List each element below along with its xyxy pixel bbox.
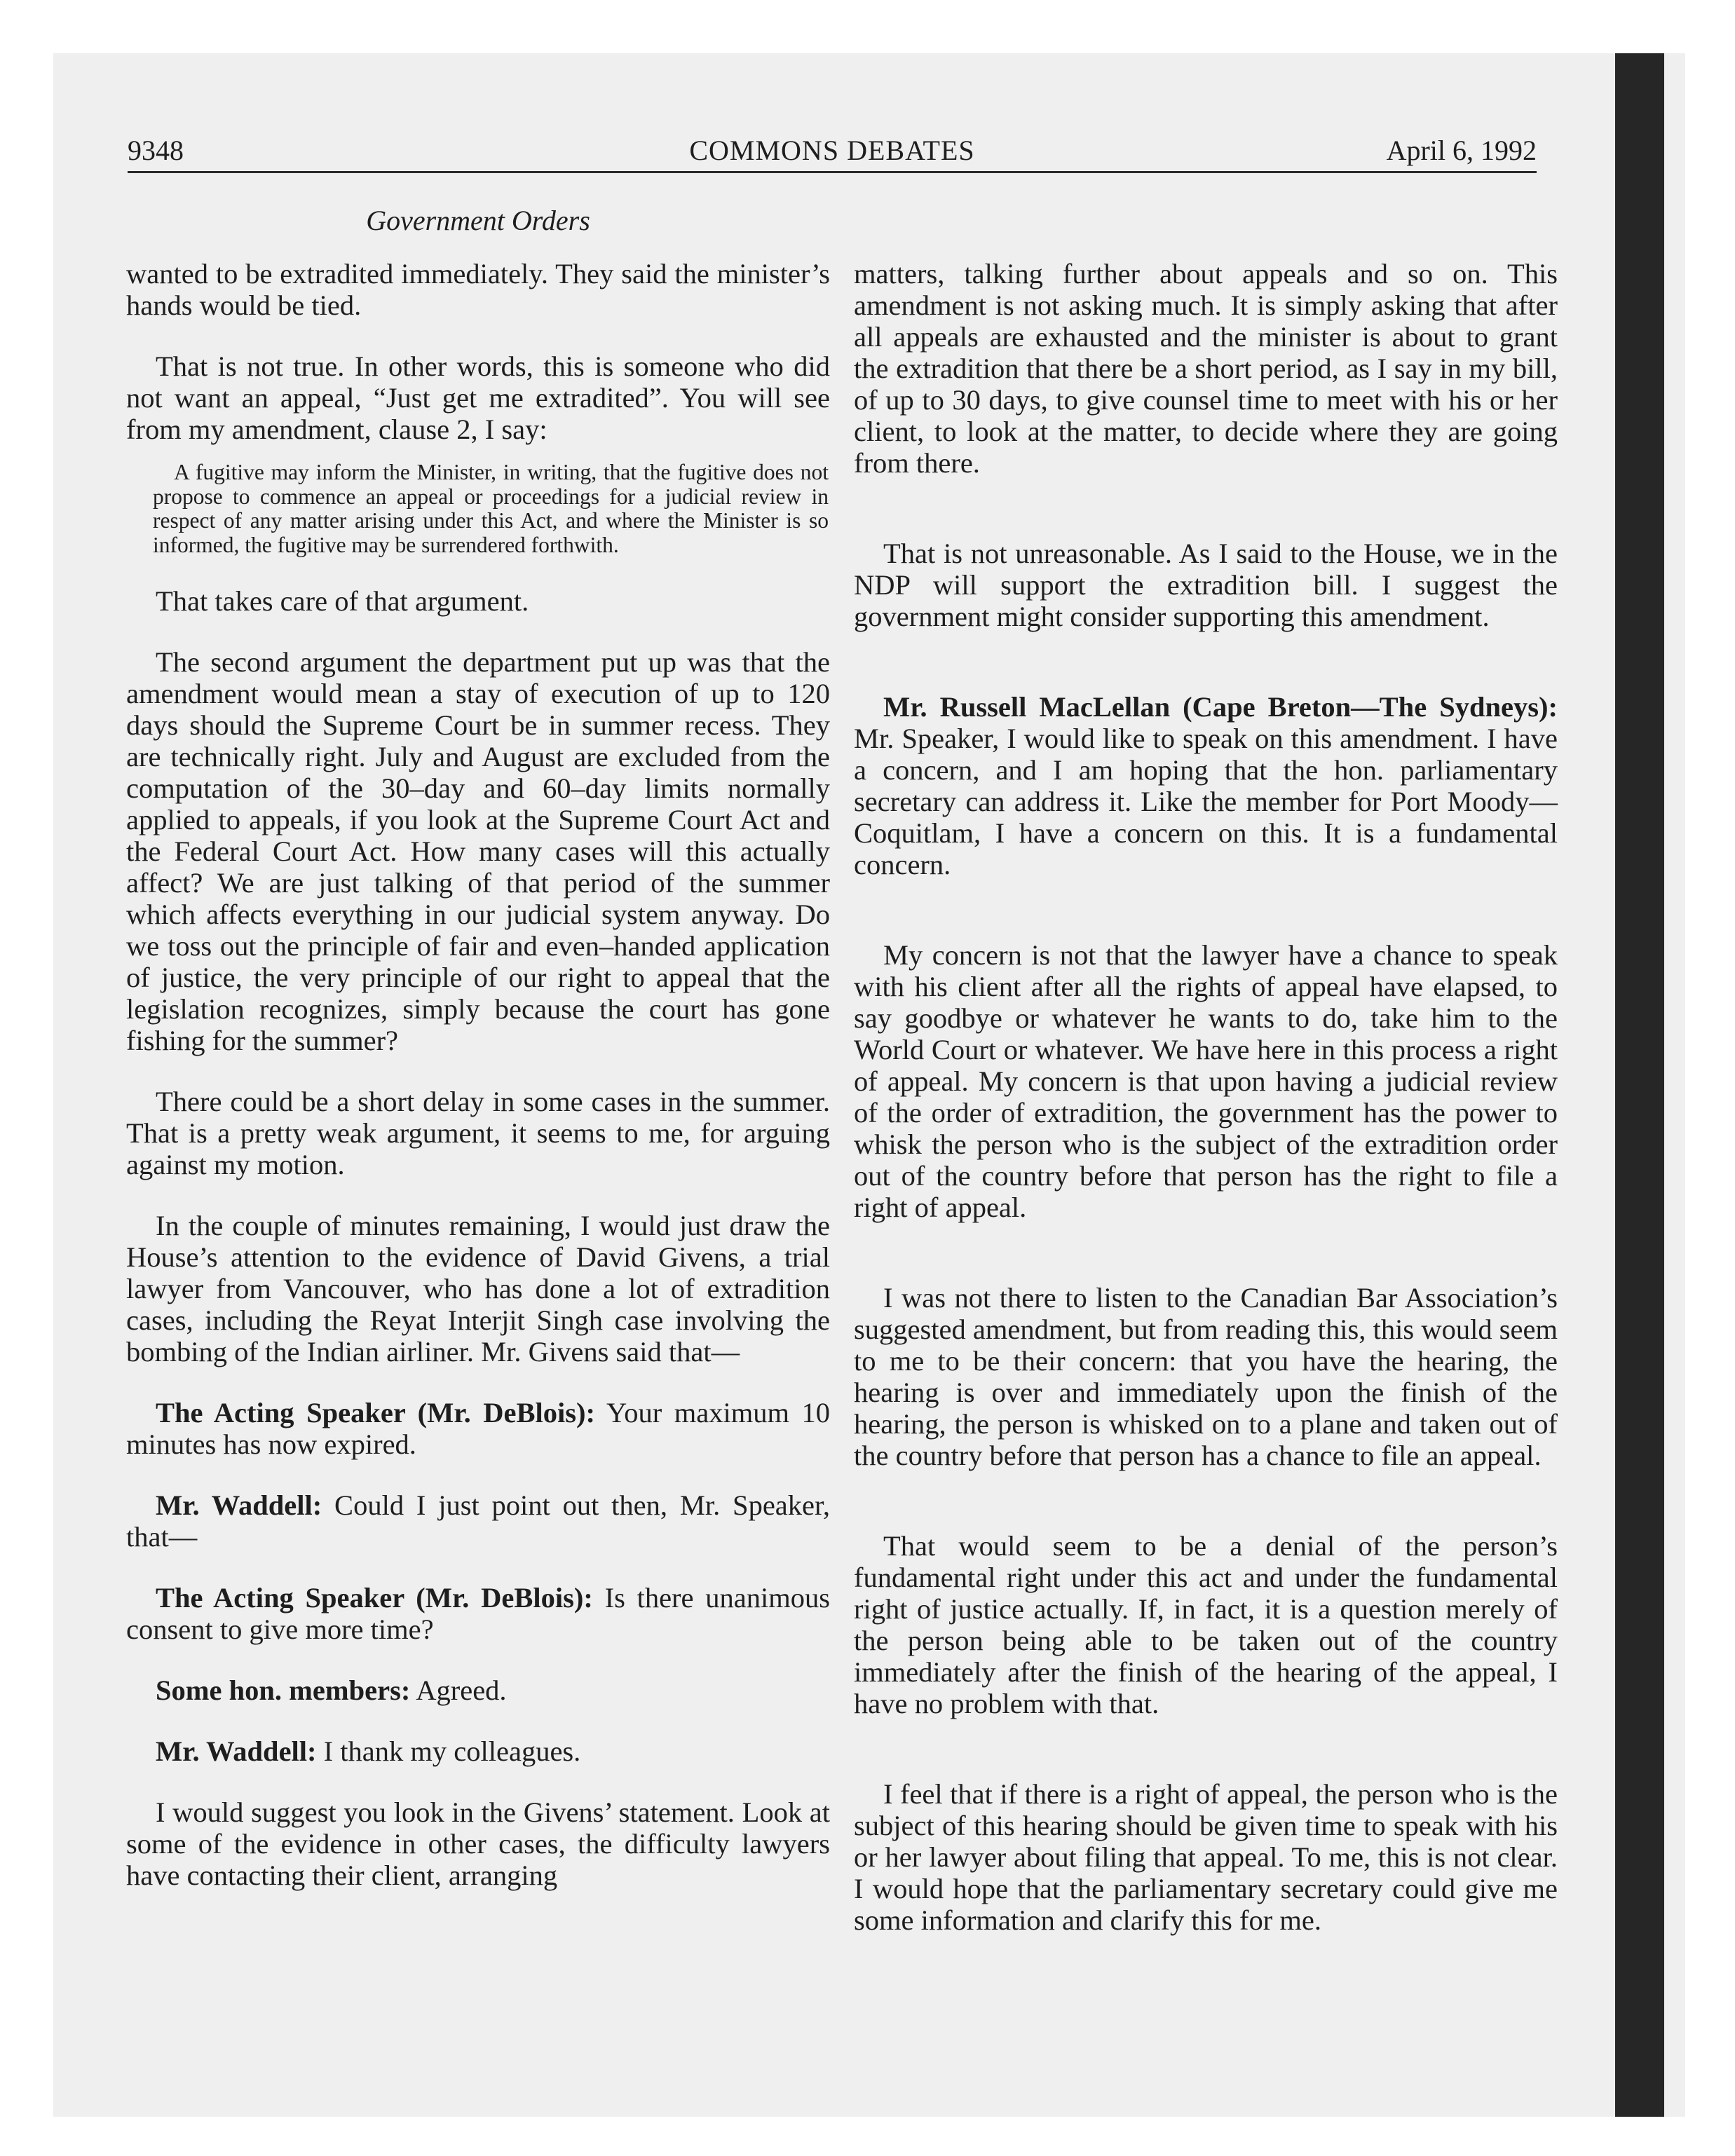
publication-date: April 6, 1992 (1386, 135, 1537, 166)
header-rule (128, 171, 1537, 173)
speaker-name: Some hon. members: (156, 1674, 411, 1706)
speech-text: Mr. Speaker, I would like to speak on this amendment. I have a concern, and I am hoping that the hon. parliamentary secretary can address it. Like the member for Port Moody—Coquitlam, I have a concern on this. It is a fundamental concern. (854, 723, 1558, 880)
speech (854, 691, 1558, 880)
speech (126, 1582, 830, 1645)
speaker-name: Mr. Waddell: (156, 1735, 317, 1767)
speech-text: Agreed. (410, 1674, 507, 1706)
quoted-clause (126, 460, 830, 557)
paragraph: That would seem to be a denial of the person’s fundamental right under this act and under the fundamental right of justice actually. If, in fact, it is a question merely of the person being able to be taken out of the country immediately after the finish of the hearing of the appeal, I have no problem with that. (854, 1530, 1558, 1719)
speech (126, 1397, 830, 1460)
paragraph: That is not unreasonable. As I said to the House, we in the NDP will support the extradition bill. I suggest the government might consider supporting this amendment. (854, 538, 1558, 632)
speech-text: Is there unanimous consent to give more time? (126, 1582, 831, 1645)
paragraph: That takes care of that argument. (156, 585, 529, 617)
speech (126, 1489, 830, 1553)
speech (126, 1735, 830, 1767)
paragraph: I would suggest you look in the Givens’ statement. Look at some of the evidence in other cases, the difficulty lawyers have contacting their client, arranging (126, 1796, 830, 1891)
speech-text: Could I just point out then, Mr. Speaker, that— (126, 1489, 830, 1553)
left-column (126, 258, 830, 1920)
paragraph: My concern is not that the lawyer have a chance to speak with his client after all the rights of appeal have elapsed, to say goodbye or whatever he wants to do, take him to the World Court or whatever. We have here in this process a right of appeal. My concern is that upon having a judicial review of the order of extradition, the government has the power to whisk the person who is the subject of the extradition order out of the country before that person has the right to file a right of appeal. (854, 939, 1558, 1223)
paragraph: I feel that if there is a right of appeal, the person who is the subject of this hearing should be given time to speak with his or her lawyer about filing that appeal. To me, this is not clear. I would hope that the parliamentary secretary could give me some information and clarify this for me. (854, 1778, 1558, 1936)
speaker-name: The Acting Speaker (Mr. DeBlois): (156, 1582, 593, 1613)
speaker-name: The Acting Speaker (Mr. DeBlois): (156, 1397, 595, 1428)
page-number: 9348 (128, 135, 184, 166)
paragraph: The second argument the department put up was that the amendment would mean a stay of execution of up to 120 days should the Supreme Court be in summer recess. They are technically right. July and August are excluded from the computation of the 30–day and 60–day limits normally applied to appeals, if you look at the Supreme Court Act and the Federal Court Act. How many cases will this actually affect? We are just talking of that period of the summer which affects everything in our judicial system anyway. Do we toss out the principle of fair and even–handed application of justice, the very principle of our right to appeal that the legislation recognizes, simply because the court has gone fishing for the summer? (126, 646, 830, 1056)
paragraph: In the couple of minutes remaining, I would just draw the House’s attention to the evidence of David Givens, a trial lawyer from Vancouver, who has done a lot of extradition cases, including the Reyat Interjit Singh case involving the bombing of the Indian airliner. Mr. Givens said that— (126, 1210, 830, 1367)
scan-edge-shadow (1615, 53, 1664, 2117)
publication-title: COMMONS DEBATES (689, 135, 975, 166)
speaker-name: Mr. Russell MacLellan (Cape Breton—The Sydneys): (883, 691, 1558, 723)
speech-text: I thank my colleagues. (316, 1735, 581, 1767)
quoted-clause-text: A fugitive may inform the Minister, in writing, that the fugitive does not propose to commence an appeal or proceedings for a judicial review in respect of any matter arising under this Act, and where the Minister is so informed, the fugitive may be surrendered forthwith. (153, 460, 829, 557)
paragraph: I was not there to listen to the Canadian Bar Association’s suggested amendment, but from reading this, this would seem to me to be their concern: that you have the hearing, the hearing is over and immediately upon the finish of the hearing, the person is whisked on to a plane and taken out of the country before that person has a chance to file an appeal. (854, 1282, 1558, 1471)
running-header (128, 133, 1537, 168)
section-title: Government Orders (366, 205, 590, 236)
speaker-name: Mr. Waddell: (156, 1489, 322, 1521)
speech-text: Your maximum 10 minutes has now expired. (126, 1397, 830, 1460)
speech (126, 1674, 830, 1706)
paragraph: wanted to be extradited immediately. They said the minister’s hands would be tied. (126, 258, 830, 321)
paragraph: matters, talking further about appeals and so on. This amendment is not asking much. It is simply asking that after all appeals are exhausted and the minister is about to grant the extradition that there be a short period, as I say in my bill, of up to 30 days, to give counsel time to meet with his or her client, to look at the matter, to decide where they are going from there. (854, 258, 1558, 479)
paragraph: That is not true. In other words, this is someone who did not want an appeal, “Just get me extradited”. You will see from my amendment, clause 2, I say: (126, 350, 830, 445)
right-column (854, 258, 1558, 1965)
paragraph: There could be a short delay in some cases in the summer. That is a pretty weak argument, it seems to me, for arguing against my motion. (126, 1086, 830, 1180)
